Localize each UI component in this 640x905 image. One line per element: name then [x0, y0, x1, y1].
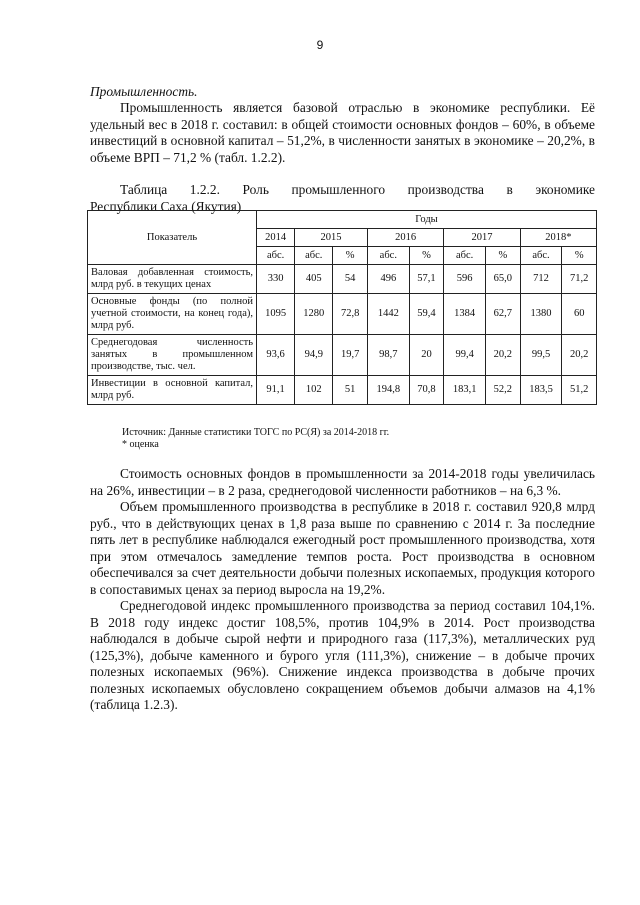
table-cell: 91,1 [257, 376, 295, 405]
table-header-row [88, 211, 597, 229]
table-cell: 19,7 [333, 335, 368, 376]
table-cell: 99,5 [520, 335, 562, 376]
unit-subheader: % [562, 247, 597, 265]
row-label: Валовая добавленная стоимость, млрд руб. в текущих ценах [88, 265, 257, 294]
table-cell: 405 [295, 265, 333, 294]
table-row [88, 294, 597, 335]
body-text [90, 466, 595, 714]
row-label: Основные фонды (по полной учетной стоимости, на конец года), млрд руб. [88, 294, 257, 335]
caption-word: в [506, 182, 513, 197]
body-paragraph: Объем промышленного производства в республике в 2018 г. составил 920,8 млрд руб., что в действующих ценах в 1,8 раза выше по сравнению с 2014 г. За последние пять лет в республике наблюдался ежегодный рост промышленного производства, хотя при этом отмечалось замедление темпов роста. Рост производства в основном обеспечивался за счет деятельности добычи полезных ископаемых, продукция которого в сопоставимых ценах за период выросла на 19,2%. [90, 499, 595, 597]
table-cell: 1380 [520, 294, 562, 335]
caption-word: промышленного [291, 182, 386, 197]
year-header: 2017 [444, 229, 520, 247]
table-cell: 98,7 [367, 335, 409, 376]
table-cell: 59,4 [409, 294, 444, 335]
table-cell: 1095 [257, 294, 295, 335]
year-header: 2018* [520, 229, 596, 247]
table-cell: 496 [367, 265, 409, 294]
unit-subheader: % [486, 247, 521, 265]
year-header: 2015 [295, 229, 368, 247]
table-row [88, 376, 597, 405]
caption-word: экономике [535, 182, 595, 197]
table-cell: 72,8 [333, 294, 368, 335]
table-cell: 99,4 [444, 335, 486, 376]
table-source-note: Источник: Данные статистики ТОГС по РС(Я) за 2014-2018 гг. [122, 427, 390, 438]
unit-subheader: абс. [520, 247, 562, 265]
industry-role-table-container [87, 210, 597, 405]
table-cell: 183,5 [520, 376, 562, 405]
table-cell: 194,8 [367, 376, 409, 405]
table-caption-line2: Республики Саха (Якутия) [90, 198, 242, 214]
body-paragraph: Стоимость основных фондов в промышленности за 2014-2018 годы увеличилась на 26%, инвестиции – в 2 раза, среднегодовой численности работников – на 6,3 %. [90, 466, 595, 498]
table-cell: 93,6 [257, 335, 295, 376]
table-row [88, 265, 597, 294]
table-cell: 596 [444, 265, 486, 294]
table-cell: 51 [333, 376, 368, 405]
table-estimate-note: * оценка [122, 439, 159, 450]
year-header: 2016 [367, 229, 443, 247]
unit-subheader: абс. [444, 247, 486, 265]
page-number: 9 [316, 38, 324, 52]
unit-subheader: % [409, 247, 444, 265]
table-caption-line1 [90, 182, 595, 199]
table-cell: 183,1 [444, 376, 486, 405]
unit-subheader: % [333, 247, 368, 265]
table-cell: 52,2 [486, 376, 521, 405]
caption-word: Роль [242, 182, 269, 197]
unit-subheader: абс. [367, 247, 409, 265]
table-cell: 1280 [295, 294, 333, 335]
intro-paragraph [90, 100, 595, 166]
table-cell: 712 [520, 265, 562, 294]
table-cell: 1384 [444, 294, 486, 335]
row-label: Инвестиции в основной капитал, млрд руб. [88, 376, 257, 405]
unit-subheader: абс. [257, 247, 295, 265]
year-header: 2014 [257, 229, 295, 247]
years-header: Годы [257, 211, 597, 229]
row-label: Среднегодовая численность занятых в промышленном производстве, тыс. чел. [88, 335, 257, 376]
table-cell: 20,2 [562, 335, 597, 376]
table-cell: 94,9 [295, 335, 333, 376]
caption-word: 1.2.2. [189, 182, 220, 197]
table-cell: 1442 [367, 294, 409, 335]
table-cell: 51,2 [562, 376, 597, 405]
table-cell: 57,1 [409, 265, 444, 294]
caption-word: Таблица [120, 182, 168, 197]
table-cell: 20,2 [486, 335, 521, 376]
unit-subheader: абс. [295, 247, 333, 265]
table-cell: 54 [333, 265, 368, 294]
caption-word: производства [407, 182, 484, 197]
table-row [88, 335, 597, 376]
table-cell: 330 [257, 265, 295, 294]
table-cell: 20 [409, 335, 444, 376]
table-cell: 102 [295, 376, 333, 405]
industry-role-table [87, 210, 597, 405]
intro-paragraph-text: Промышленность является базовой отраслью в экономике республики. Её удельный вес в 2018 г. составил: в общей стоимости основных фондов – 60%, в объеме инвестиций в основной капитал – 51,2%, в численности занятых в экономике – 20,2%, в объеме ВРП – 71,2 % (табл. 1.2.2). [90, 100, 595, 165]
table-cell: 65,0 [486, 265, 521, 294]
table-cell: 60 [562, 294, 597, 335]
table-cell: 62,7 [486, 294, 521, 335]
body-paragraph: Среднегодовой индекс промышленного производства за период составил 104,1%. В 2018 году индекс достиг 108,5%, против 104,9% в 2014. Рост производства наблюдался в добыче сырой нефти и природного газа (117,3%), металлических руд (125,3%), добыче каменного и бурого угля (111,3%), снижение – в добыче прочих полезных ископаемых (96%). Снижение индекса производства в добыче прочих полезных ископаемых обусловлено сокращением объемов добычи алмазов на 4,1% (таблица 1.2.3). [90, 598, 595, 712]
section-heading: Промышленность. [90, 84, 198, 99]
table-cell: 71,2 [562, 265, 597, 294]
table-cell: 70,8 [409, 376, 444, 405]
indicator-header: Показатель [88, 211, 257, 265]
